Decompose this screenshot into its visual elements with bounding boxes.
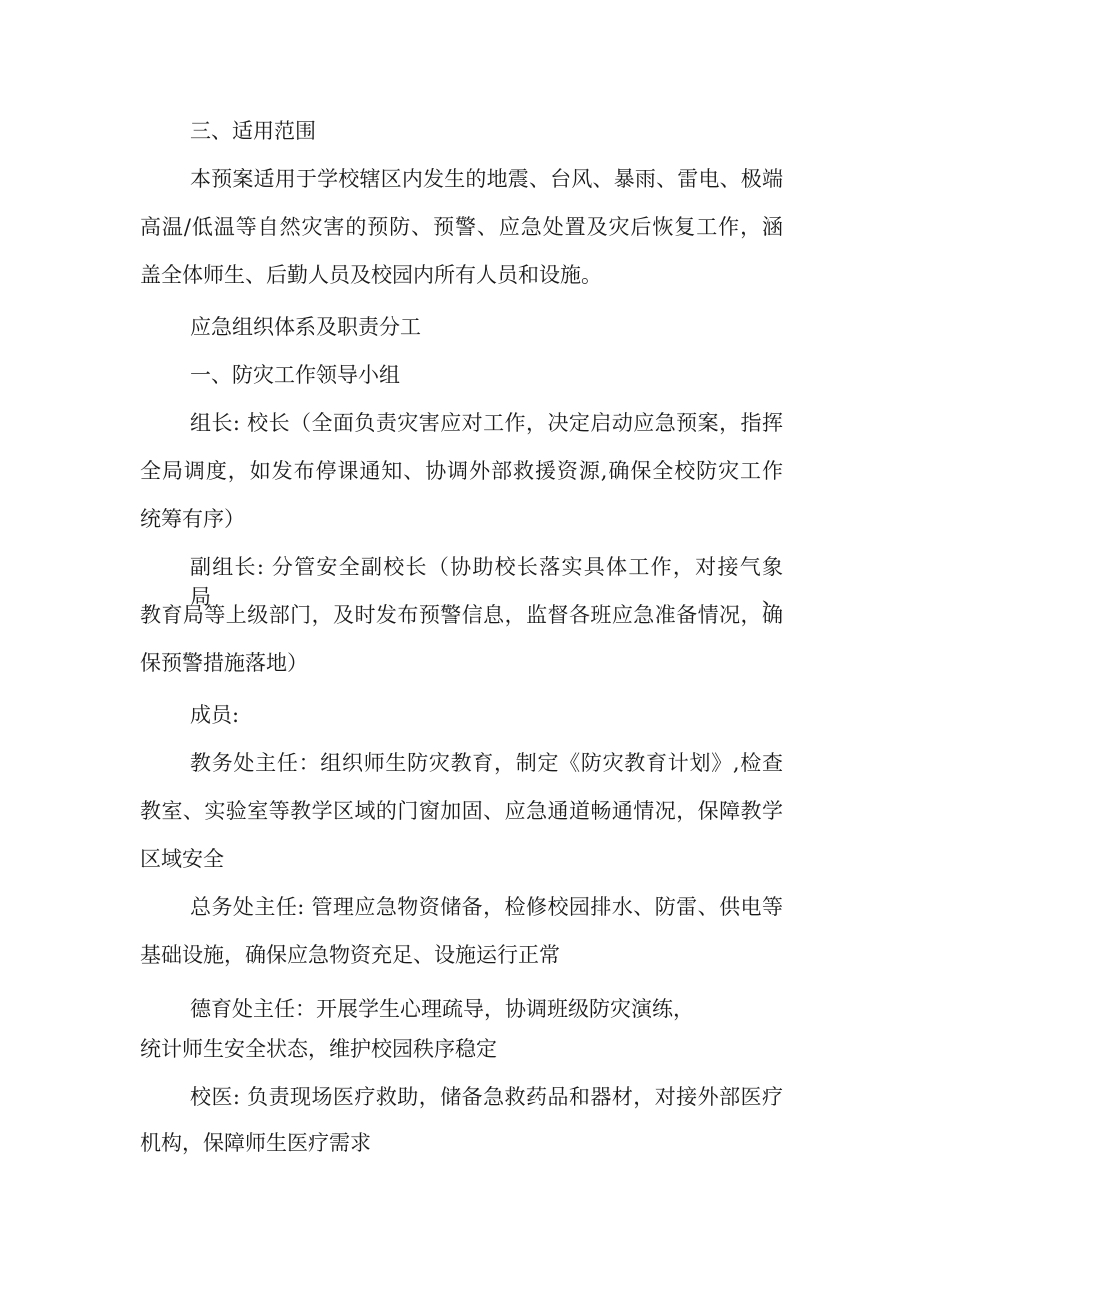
leader-line-3: 统筹有序） bbox=[140, 507, 245, 531]
deputy-line-2: 教育局等上级部门，及时发布预警信息，监督各班应急准备情况，确 bbox=[140, 603, 783, 627]
moral-education-line-1: 德育处主任：开展学生心理疏导，协调班级防灾演练， bbox=[190, 997, 694, 1021]
members-label: 成员: bbox=[190, 703, 240, 727]
scope-paragraph-line-1: 本预案适用于学校辖区内发生的地震、台风、暴雨、雷电、极端 bbox=[190, 167, 783, 191]
deputy-line-1: 副组长: 分管安全副校长（协助校长落实具体工作，对接气象局、 bbox=[190, 555, 783, 609]
academic-line-3: 区域安全 bbox=[140, 847, 224, 871]
deputy-line-3: 保预警措施落地） bbox=[140, 651, 308, 675]
academic-line-1: 教务处主任：组织师生防灾教育，制定《防灾教育计划》,检查 bbox=[190, 751, 783, 775]
doctor-line-2: 机构，保障师生医疗需求 bbox=[140, 1131, 371, 1155]
general-affairs-line-1: 总务处主任: 管理应急物资储备，检修校园排水、防雷、供电等 bbox=[190, 895, 783, 919]
org-heading: 应急组织体系及职责分工 bbox=[190, 315, 421, 339]
section-heading-scope: 三、适用范围 bbox=[190, 119, 316, 143]
leadership-heading: 一、防灾工作领导小组 bbox=[190, 363, 400, 387]
leader-line-2: 全局调度，如发布停课通知、协调外部救援资源,确保全校防灾工作 bbox=[140, 459, 783, 483]
general-affairs-line-2: 基础设施，确保应急物资充足、设施运行正常 bbox=[140, 943, 560, 967]
academic-line-2: 教室、实验室等教学区域的门窗加固、应急通道畅通情况，保障教学 bbox=[140, 799, 783, 823]
doctor-line-1: 校医: 负责现场医疗救助，储备急救药品和器材，对接外部医疗 bbox=[190, 1085, 783, 1109]
moral-education-line-2: 统计师生安全状态，维护校园秩序稳定 bbox=[140, 1037, 497, 1061]
scope-paragraph-line-3: 盖全体师生、后勤人员及校园内所有人员和设施。 bbox=[140, 263, 602, 287]
scope-paragraph-line-2: 高温/低温等自然灾害的预防、预警、应急处置及灾后恢复工作，涵 bbox=[140, 215, 783, 239]
leader-line-1: 组长: 校长（全面负责灾害应对工作，决定启动应急预案，指挥 bbox=[190, 411, 783, 435]
